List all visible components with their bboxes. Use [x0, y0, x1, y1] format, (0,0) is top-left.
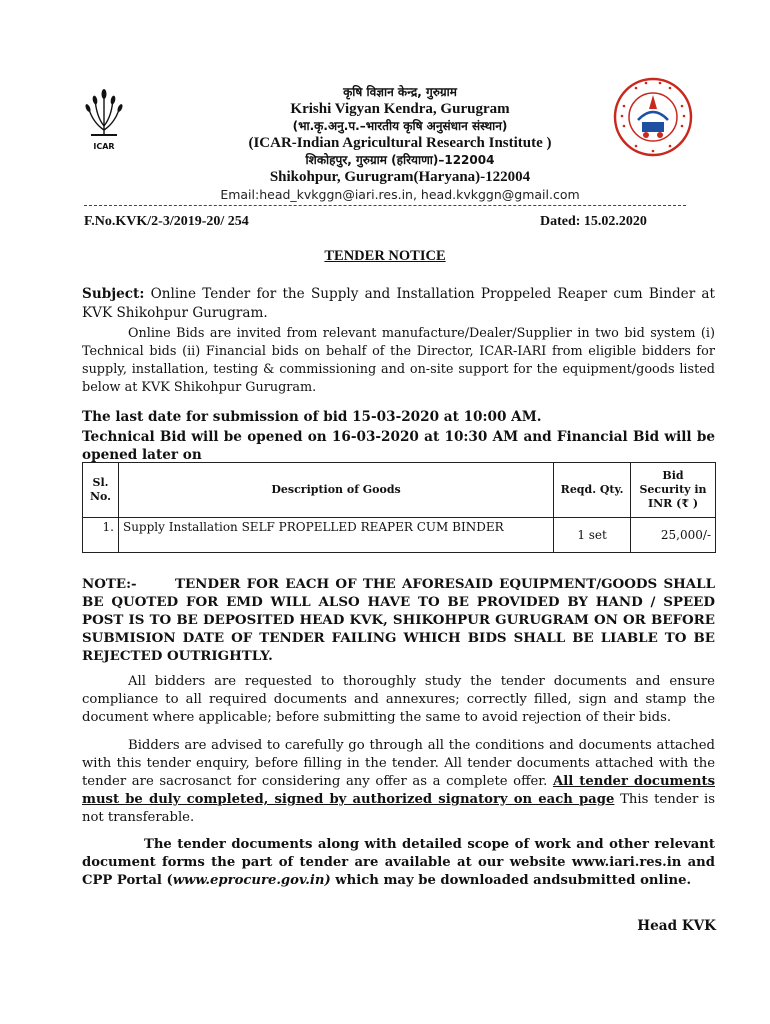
note-label: NOTE:- [82, 576, 137, 592]
cell-description: Supply Installation SELF PROPELLED REAPER CUM BINDER [118, 518, 553, 553]
subject-text: Online Tender for the Supply and Installation Proppeled Reaper cum Binder at KVK Shikohpur Gurugram. [82, 286, 715, 321]
cell-bid-security: 25,000/- [631, 518, 716, 553]
header-divider [84, 205, 686, 206]
institute-name: (ICAR-Indian Agricultural Research Institute ) [248, 135, 552, 151]
address: Shikohpur, Gurugram(Haryana)-122004 [269, 169, 531, 185]
date: Dated: 15.02.2020 [540, 214, 647, 229]
kvk-name: Krishi Vigyan Kendra, Gurugram [290, 101, 510, 117]
goods-table [82, 462, 716, 553]
signature: Head KVK [637, 918, 716, 934]
bids-paragraph: Online Bids are invited from relevant manufacture/Dealer/Supplier in two bid system (i) Technical bids (ii) Financial bids on behalf of the Director, ICAR-IARI from eligible bidders for supply, installation, testing & commissioning and on-site support for the equipment/goods listed below at KVK Shikohpur Gurugram. [82, 326, 715, 395]
portal-link: www.eprocure.gov.in) [172, 873, 331, 888]
header-sl-no: Sl. No. [83, 463, 119, 518]
table-header-row [83, 463, 716, 518]
documents-tail: which may be downloaded andsubmitted online. [330, 873, 692, 888]
subject-paragraph [82, 285, 715, 323]
header-bid-security: Bid Security in INR (₹ ) [631, 463, 716, 518]
advised-text: Bidders are advised to carefully go through all the conditions and documents attached with this tender enquiry, before filling in the tender. All tender documents attached with the tender are sacrosanct for considering any offer as a complete offer. [82, 738, 715, 789]
page-title: TENDER NOTICE [324, 248, 446, 264]
hindi-institute-name: (भा.कृ.अनु.प.–भारतीय कृषि अनुसंधान संस्थान) [292, 119, 508, 133]
table-row [83, 518, 716, 553]
advised-emphasis: All tender documents must be duly completed, signed by authorized signatory on each page [82, 774, 715, 807]
header-qty: Reqd. Qty. [554, 463, 631, 518]
technical-bid-line: Technical Bid will be opened on 16-03-2020 at 10:30 AM and Financial Bid will be opened later on [82, 429, 715, 463]
icar-logo-icon [78, 86, 130, 152]
cell-sl-no: 1. [83, 518, 119, 553]
hindi-address: शिकोहपुर, गुरुग्राम (हरियाणा)–122004 [305, 153, 495, 167]
cell-qty: 1 set [554, 518, 631, 553]
documents-text: The tender documents along with detailed scope of work and other relevant document forms the part of tender are available at our website www.iari.res.in and CPP Portal ( [82, 837, 715, 888]
svg-text:ICAR: ICAR [93, 142, 115, 151]
last-date-line: The last date for submission of bid 15-03-2020 at 10:00 AM. [82, 409, 542, 425]
note-paragraph [82, 575, 715, 665]
note-text: TENDER FOR EACH OF THE AFORESAID EQUIPMENT/GOODS SHALL BE QUOTED FOR EMD WILL ALSO HAVE TO BE PROVIDED BY HAND / SPEED POST IS TO BE DEPOSITED HEAD KVK, SHIKOHPUR GURUGRAM ON OR BEFORE SUBMISION DATE OF TENDER FAILING WHICH BIDS SHALL BE LIABLE TO BE REJECTED OUTRIGHTLY. [82, 576, 715, 664]
subject-label: Subject: [82, 286, 145, 302]
advised-tail: This tender is not transferable. [82, 792, 715, 825]
advised-paragraph [82, 737, 715, 827]
file-number: F.No.KVK/2-3/2019-20/ 254 [84, 214, 249, 229]
kvk-seal-icon [612, 76, 694, 158]
documents-paragraph [82, 836, 715, 890]
email-line: Email:head_kvkggn@iari.res.in, head.kvkggn@gmail.com [220, 187, 580, 202]
header-description: Description of Goods [118, 463, 553, 518]
all-bidders-paragraph: All bidders are requested to thoroughly study the tender documents and ensure compliance to all required documents and annexures; correctly filled, sign and stamp the document where applicable; before submitting the same to avoid rejection of their bids. [82, 674, 715, 725]
hindi-kvk-name: कृषि विज्ञान केन्द्र, गुरुग्राम [343, 85, 457, 99]
letterhead [140, 84, 660, 203]
